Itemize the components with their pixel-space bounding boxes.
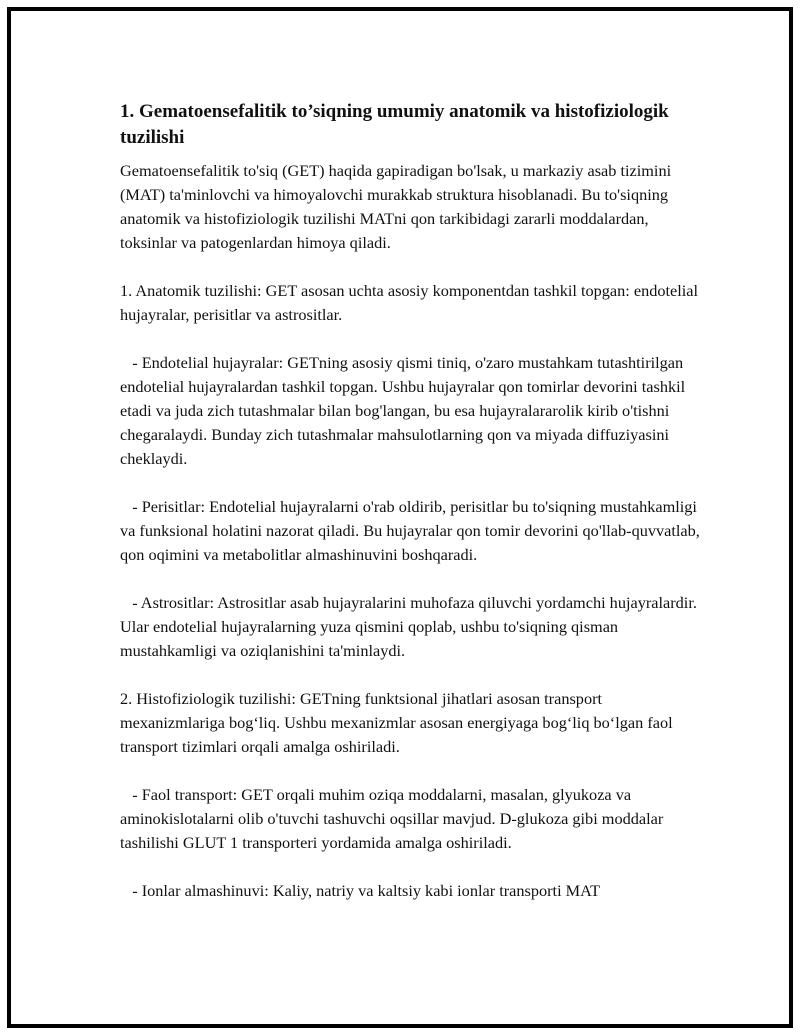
ion-exchange-paragraph: - Ionlar almashinuvi: Kaliy, natriy va kaltsiy kabi ionlar transporti MAT: [120, 881, 601, 900]
endothelial-paragraph: - Endotelial hujayralar: GETning asosiy qismi tiniq, o'zaro mustahkam tutashtirilgan endotelial hujayralardan tashkil topgan. Ushbu hujayralar qon tomirlar devorini tashkil etadi va juda zich tutashmalar bilan bog'langan, bu esa hujayralararolik kirib o'tishni chegaralaydi. Bunday zich tutashmalar mahsulotlarning qon va miyada diffuziyasini cheklaydi.: [120, 353, 690, 468]
document-page: [7, 7, 793, 1028]
histophysiology-paragraph: 2. Histofiziologik tuzilishi: GETning funktsional jihatlari asosan transport mexanizmlariga bog‘liq. Ushbu mexanizmlar asosan energiyaga bog‘liq bo‘lgan faol transport tizimlari orqali amalga oshiriladi.: [120, 689, 677, 756]
section-title: 1. Gematoensefalitik to’siqning umumiy anatomik va histofiziologik tuzilishi: [120, 101, 669, 148]
active-transport-paragraph: - Faol transport: GET orqali muhim oziqa moddalarni, masalan, glyukoza va aminokislotalarni olib o'tuvchi tashuvchi oqsillar mavjud. D-glukoza gibi moddalar tashilishi GLUT 1 transporteri yordamida amalga oshiriladi.: [120, 785, 668, 852]
document-body: [120, 99, 704, 903]
anatomy-paragraph: 1. Anatomik tuzilishi: GET asosan uchta asosiy komponentdan tashkil topgan: endotelial hujayralar, perisitlar va astrositlar.: [120, 281, 703, 324]
astrocytes-paragraph: - Astrositlar: Astrositlar asab hujayralarini muhofaza qiluvchi yordamchi hujayralardir. Ular endotelial hujayralarning yuza qismini qoplab, ushbu to'siqning qisman mustahkamligi va oziqlanishini ta'minlaydi.: [120, 593, 702, 660]
intro-paragraph: Gematoensefalitik to'siq (GET) haqida gapiradigan bo'lsak, u markaziy asab tizimini (MAT) ta'minlovchi va himoyalovchi murakkab struktura hisoblanadi. Bu to'siqning anatomik va histofiziologik tuzilishi MATni qon tarkibidagi zararli moddalardan, toksinlar va patogenlardan himoya qiladi.: [120, 161, 676, 252]
pericytes-paragraph: - Perisitlar: Endotelial hujayralarni o'rab oldirib, perisitlar bu to'siqning mustahkamligi va funksional holatini nazorat qiladi. Bu hujayralar qon tomir devorini qo'llab-quvvatlab, qon oqimini va metabolitlar almashinuvini boshqaradi.: [120, 497, 704, 564]
